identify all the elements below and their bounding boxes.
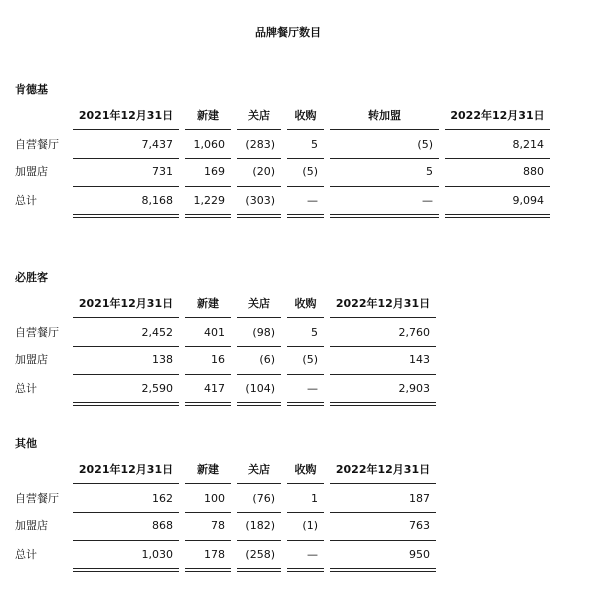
table-cell: (20) — [252, 165, 275, 178]
total-double-rule — [330, 402, 436, 406]
table-rule — [73, 346, 179, 347]
table-cell: 5 — [311, 138, 318, 151]
table-rule — [330, 158, 439, 159]
total-double-rule — [330, 568, 436, 572]
table-rule — [330, 512, 436, 513]
table-cell: (258) — [245, 548, 275, 561]
total-double-rule — [73, 402, 179, 406]
column-header: 收购 — [294, 463, 317, 476]
table-cell: (1) — [302, 519, 318, 532]
table-rule — [73, 512, 179, 513]
column-header: 2021年12月31日 — [78, 109, 174, 122]
table-cell: — — [307, 194, 318, 207]
row-label: 总计 — [15, 382, 37, 395]
table-cell: (6) — [259, 353, 275, 366]
table-rule — [185, 346, 231, 347]
table-rule — [287, 374, 324, 375]
row-label: 自营餐厅 — [15, 326, 59, 339]
table-rule — [445, 186, 550, 187]
table-rule — [73, 374, 179, 375]
column-header: 新建 — [197, 109, 219, 122]
row-label: 加盟店 — [15, 519, 48, 532]
column-header: 收购 — [294, 109, 317, 122]
table-cell: (76) — [252, 492, 275, 505]
table-cell: 2,903 — [398, 382, 430, 395]
table-cell: 2,590 — [141, 382, 173, 395]
table-rule — [287, 186, 324, 187]
section-title: 必胜客 — [15, 271, 48, 284]
table-cell: 178 — [204, 548, 225, 561]
total-double-rule — [73, 568, 179, 572]
table-rule — [185, 512, 231, 513]
table-cell: 162 — [152, 492, 173, 505]
table-cell: (104) — [245, 382, 275, 395]
total-double-rule — [445, 214, 550, 218]
table-cell: 5 — [311, 326, 318, 339]
table-cell: 5 — [426, 165, 433, 178]
table-rule — [287, 158, 324, 159]
table-cell: (5) — [302, 353, 318, 366]
table-rule — [237, 483, 281, 484]
table-rule — [287, 346, 324, 347]
table-rule — [73, 317, 179, 318]
table-rule — [237, 540, 281, 541]
table-cell: 1,229 — [193, 194, 225, 207]
table-cell: 143 — [409, 353, 430, 366]
table-rule — [445, 129, 550, 130]
table-rule — [330, 483, 436, 484]
table-rule — [330, 374, 436, 375]
table-cell: 731 — [152, 165, 173, 178]
table-cell: 868 — [152, 519, 173, 532]
table-rule — [73, 129, 179, 130]
column-header: 2021年12月31日 — [78, 297, 174, 310]
table-cell: 1 — [311, 492, 318, 505]
table-rule — [237, 186, 281, 187]
column-header: 关店 — [248, 463, 270, 476]
table-cell: 9,094 — [512, 194, 544, 207]
table-rule — [237, 129, 281, 130]
total-double-rule — [287, 214, 324, 218]
table-rule — [287, 317, 324, 318]
row-label: 自营餐厅 — [15, 138, 59, 151]
table-cell: 138 — [152, 353, 173, 366]
table-cell: 2,760 — [398, 326, 430, 339]
table-cell: 16 — [211, 353, 225, 366]
table-cell: 100 — [204, 492, 225, 505]
table-cell: 1,030 — [141, 548, 173, 561]
column-header: 新建 — [197, 463, 219, 476]
table-rule — [237, 512, 281, 513]
total-double-rule — [73, 214, 179, 218]
table-rule — [330, 129, 439, 130]
table-cell: (98) — [252, 326, 275, 339]
table-rule — [185, 483, 231, 484]
page-title: 品牌餐厅数目 — [255, 26, 321, 39]
table-rule — [73, 483, 179, 484]
table-cell: — — [307, 548, 318, 561]
column-header: 2022年12月31日 — [335, 463, 431, 476]
row-label: 加盟店 — [15, 353, 48, 366]
column-header: 2021年12月31日 — [78, 463, 174, 476]
table-rule — [185, 129, 231, 130]
table-cell: 417 — [204, 382, 225, 395]
section-title: 其他 — [15, 437, 37, 450]
table-rule — [185, 540, 231, 541]
table-cell: (182) — [245, 519, 275, 532]
column-header: 新建 — [197, 297, 219, 310]
table-rule — [185, 158, 231, 159]
table-rule — [237, 374, 281, 375]
table-rule — [237, 317, 281, 318]
column-header: 2022年12月31日 — [335, 297, 431, 310]
table-rule — [330, 317, 436, 318]
table-cell: 1,060 — [193, 138, 225, 151]
table-cell: 7,437 — [141, 138, 173, 151]
table-rule — [73, 186, 179, 187]
column-header: 转加盟 — [368, 109, 401, 122]
table-cell: 8,214 — [512, 138, 544, 151]
section-title: 肯德基 — [15, 83, 48, 96]
table-rule — [445, 158, 550, 159]
table-rule — [237, 346, 281, 347]
total-double-rule — [237, 214, 281, 218]
total-double-rule — [237, 402, 281, 406]
table-rule — [287, 540, 324, 541]
table-cell: 401 — [204, 326, 225, 339]
total-double-rule — [185, 568, 231, 572]
row-label: 自营餐厅 — [15, 492, 59, 505]
total-double-rule — [287, 402, 324, 406]
table-cell: (5) — [302, 165, 318, 178]
total-double-rule — [330, 214, 439, 218]
table-cell: (5) — [417, 138, 433, 151]
table-cell: — — [422, 194, 433, 207]
column-header: 关店 — [248, 297, 270, 310]
table-cell: 169 — [204, 165, 225, 178]
table-cell: — — [307, 382, 318, 395]
row-label: 总计 — [15, 194, 37, 207]
table-rule — [185, 374, 231, 375]
total-double-rule — [237, 568, 281, 572]
table-cell: 78 — [211, 519, 225, 532]
table-cell: 950 — [409, 548, 430, 561]
table-cell: (303) — [245, 194, 275, 207]
table-rule — [185, 317, 231, 318]
table-cell: 763 — [409, 519, 430, 532]
table-rule — [237, 158, 281, 159]
table-cell: (283) — [245, 138, 275, 151]
column-header: 关店 — [248, 109, 270, 122]
table-rule — [287, 512, 324, 513]
column-header: 2022年12月31日 — [450, 109, 545, 122]
table-rule — [185, 186, 231, 187]
table-rule — [287, 129, 324, 130]
table-rule — [287, 483, 324, 484]
table-rule — [73, 158, 179, 159]
row-label: 加盟店 — [15, 165, 48, 178]
total-double-rule — [185, 214, 231, 218]
row-label: 总计 — [15, 548, 37, 561]
table-cell: 880 — [523, 165, 544, 178]
table-rule — [73, 540, 179, 541]
table-cell: 187 — [409, 492, 430, 505]
table-cell: 2,452 — [141, 326, 173, 339]
table-rule — [330, 346, 436, 347]
table-cell: 8,168 — [141, 194, 173, 207]
table-rule — [330, 186, 439, 187]
table-rule — [330, 540, 436, 541]
total-double-rule — [185, 402, 231, 406]
total-double-rule — [287, 568, 324, 572]
column-header: 收购 — [294, 297, 317, 310]
